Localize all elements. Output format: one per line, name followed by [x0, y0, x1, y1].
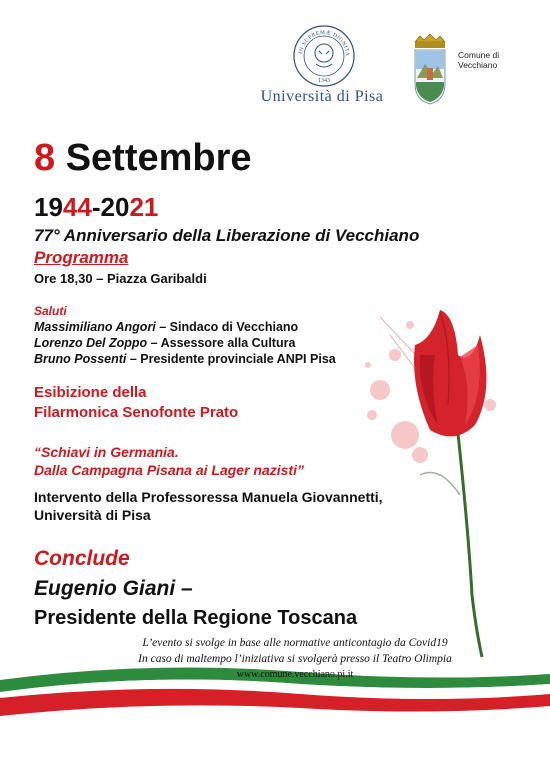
- esibizione-block: [34, 383, 238, 423]
- year-end-b: 21: [129, 192, 159, 222]
- red-tulip-illustration: [360, 295, 500, 660]
- year-start-b: 44: [62, 192, 92, 222]
- closing-speaker-role: Presidente della Regione Toscana: [34, 607, 358, 629]
- speaker-row: [34, 336, 295, 351]
- seal-year: 1343: [318, 78, 330, 84]
- conclude-heading: Conclude: [34, 547, 130, 570]
- speaker-role: – Assessore alla Cultura: [147, 336, 296, 350]
- comune-label: [458, 50, 499, 70]
- speaker-role: – Sindaco di Vecchiano: [155, 320, 299, 334]
- covid-note: L’evento si svolge in base alle normative anticontagio da Covid19: [142, 637, 448, 649]
- weather-note: In caso di maltempo l’iniziativa si svolgerà presso il Teatro Olimpia: [138, 653, 452, 665]
- university-name: Università di Pisa: [260, 88, 384, 105]
- website-link[interactable]: www.comune.vecchiano.pi.it: [236, 669, 354, 680]
- year-separator: -: [91, 192, 101, 222]
- esibizione-line2: Filarmonica Senofonte Prato: [34, 404, 239, 421]
- closing-speaker-name: Eugenio Giani –: [34, 577, 193, 600]
- talk-speaker: [34, 488, 383, 524]
- seal-motto: IN SUPREMÆ DIGNITA: [298, 29, 351, 57]
- time-place: Ore 18,30 – Piazza Garibaldi: [34, 271, 207, 286]
- talk-title-line1: “Schiavi in Germania.: [34, 444, 179, 460]
- event-month: Settembre: [65, 137, 252, 179]
- comune-label-line2: Vecchiano: [458, 60, 498, 70]
- talk-speaker-line1: Intervento della Professoressa Manuela Giovannetti,: [34, 489, 383, 505]
- comune-label-line1: Comune di: [458, 50, 500, 60]
- talk-title-line2: Dalla Campagna Pisana ai Lager nazisti”: [34, 462, 304, 478]
- event-years: [34, 193, 158, 221]
- university-seal-icon: [292, 24, 356, 88]
- year-start-a: 19: [34, 192, 63, 222]
- speaker-name: Lorenzo Del Zoppo: [34, 336, 148, 350]
- event-date: [34, 136, 252, 180]
- anniversary-title: 77° Anniversario della Liberazione di Vecchiano: [34, 226, 420, 245]
- saluti-heading: Saluti: [34, 304, 67, 318]
- talk-title: [34, 443, 304, 479]
- speaker-role: – Presidente provinciale ANPI Pisa: [126, 352, 336, 366]
- speaker-row: [34, 320, 298, 335]
- esibizione-line1: Esibizione della: [34, 384, 147, 401]
- speaker-name: Bruno Possenti: [34, 352, 127, 366]
- speaker-name: Massimiliano Angori: [34, 320, 156, 334]
- comune-crest-icon: [412, 34, 448, 106]
- year-end-a: 20: [100, 192, 130, 222]
- talk-speaker-line2: Università di Pisa: [34, 507, 151, 523]
- event-day: 8: [34, 137, 56, 179]
- speaker-row: [34, 352, 336, 367]
- programma-heading: Programma: [34, 248, 129, 267]
- svg-text:IN SUPREMÆ DIGNITATIS: [292, 24, 350, 56]
